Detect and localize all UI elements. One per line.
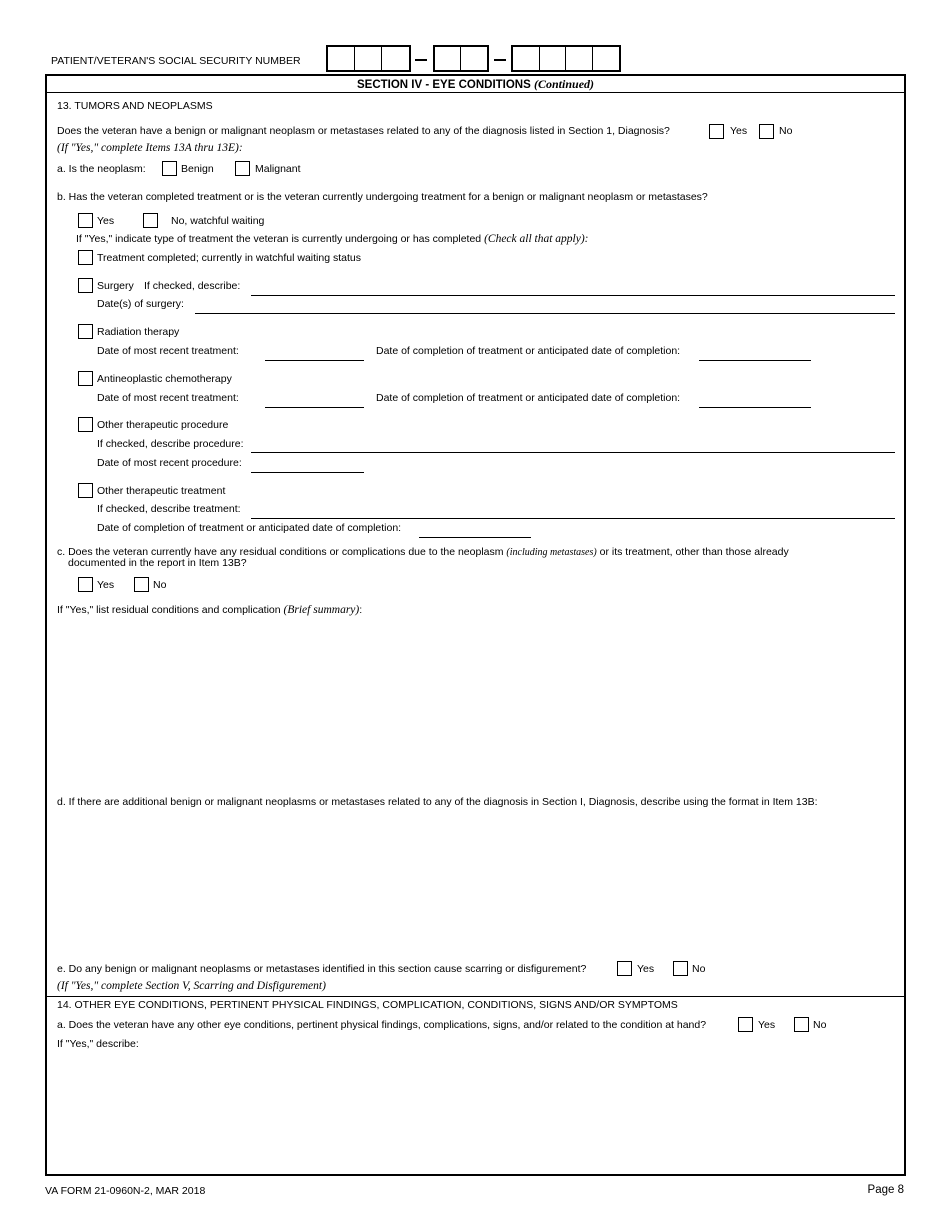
item13c-list-label: If "Yes," list residual conditions and complication (Brief summary):	[57, 604, 363, 616]
chemo-checkbox[interactable]	[78, 371, 93, 386]
other-treatment-describe-field[interactable]	[251, 518, 895, 519]
item14-divider	[47, 996, 904, 997]
item13c-yes-label: Yes	[97, 579, 115, 591]
item13-instruction: (If "Yes," complete Items 13A thru 13E):	[57, 142, 243, 154]
item13-yes-checkbox[interactable]	[709, 124, 724, 139]
surgery-describe-field[interactable]	[251, 295, 895, 296]
chemo-recent-label: Date of most recent treatment:	[97, 392, 239, 404]
item13c-question-line2: documented in the report in Item 13B?	[68, 557, 247, 569]
section-header	[47, 76, 904, 93]
item13b-instruction: If "Yes," indicate type of treatment the veteran is currently undergoing or has completed (Check all that apply):	[76, 233, 589, 245]
item13-no-checkbox[interactable]	[759, 124, 774, 139]
other-treatment-completion-label: Date of completion of treatment or anticipated date of completion:	[97, 522, 402, 534]
item13-yes-label: Yes	[730, 125, 748, 137]
item13e-yes-checkbox[interactable]	[617, 961, 632, 976]
item13-question: Does the veteran have a benign or malignant neoplasm or metastases related to any of the diagnosis listed in Section 1, Diagnosis?	[57, 125, 670, 137]
item14a-no-checkbox[interactable]	[794, 1017, 809, 1032]
section-title: SECTION IV - EYE CONDITIONS	[356, 79, 531, 91]
radiation-completion-label: Date of completion of treatment or anticipated date of completion:	[376, 345, 681, 357]
ssn-field-part2[interactable]	[433, 45, 489, 72]
chemo-completion-field[interactable]	[699, 407, 811, 408]
chemo-label: Antineoplastic chemotherapy	[97, 373, 232, 385]
radiation-recent-label: Date of most recent treatment:	[97, 345, 239, 357]
treatment-completed-checkbox[interactable]	[78, 250, 93, 265]
other-treatment-checkbox[interactable]	[78, 483, 93, 498]
item13e-question: e. Do any benign or malignant neoplasms or metastases identified in this section cause scarring or disfigurement?	[57, 963, 587, 975]
other-procedure-label: Other therapeutic procedure	[97, 419, 229, 431]
section-continued: (Continued)	[534, 77, 595, 91]
item13e-no-label: No	[692, 963, 706, 975]
item14a-no-label: No	[813, 1019, 827, 1031]
ssn-dash-1	[415, 59, 427, 61]
other-treatment-completion-field[interactable]	[419, 537, 531, 538]
item13a-benign-checkbox[interactable]	[162, 161, 177, 176]
item14a-description-area[interactable]	[57, 1054, 897, 1169]
item13b-yes-checkbox[interactable]	[78, 213, 93, 228]
item13d-description-area[interactable]	[57, 812, 897, 952]
item13e-no-checkbox[interactable]	[673, 961, 688, 976]
item13a-malignant-label: Malignant	[255, 163, 301, 175]
item13b-no-checkbox[interactable]	[143, 213, 158, 228]
radiation-completion-field[interactable]	[699, 360, 811, 361]
other-procedure-describe-label: If checked, describe procedure:	[97, 438, 244, 450]
surgery-label: Surgery	[97, 280, 134, 292]
ssn-field-part3[interactable]	[511, 45, 621, 72]
item14a-yes-checkbox[interactable]	[738, 1017, 753, 1032]
surgery-dates-field[interactable]	[195, 313, 895, 314]
radiation-recent-field[interactable]	[265, 360, 364, 361]
item14a-yes-label: Yes	[758, 1019, 776, 1031]
item13b-no-label: No, watchful waiting	[171, 215, 265, 227]
ssn-field-part1[interactable]	[326, 45, 411, 72]
item13-heading: 13. TUMORS AND NEOPLASMS	[57, 100, 213, 112]
item13d-question: d. If there are additional benign or malignant neoplasms or metastases related to any of the diagnosis in Section I, Diagnosis, describe using the format in Item 13B:	[57, 796, 818, 808]
ssn-label: PATIENT/VETERAN'S SOCIAL SECURITY NUMBER	[51, 55, 301, 67]
item13c-no-label: No	[153, 579, 167, 591]
item13a-question: a. Is the neoplasm:	[57, 163, 146, 175]
other-procedure-date-field[interactable]	[251, 472, 364, 473]
other-treatment-describe-label: If checked, describe treatment:	[97, 503, 241, 515]
item13c-question: c. Does the veteran currently have any residual conditions or complications due to the neoplasm (including metastases) or its treatment, other than those already	[57, 546, 789, 558]
item13c-yes-checkbox[interactable]	[78, 577, 93, 592]
chemo-completion-label: Date of completion of treatment or anticipated date of completion:	[376, 392, 681, 404]
treatment-completed-label: Treatment completed; currently in watchful waiting status	[97, 252, 361, 264]
other-procedure-date-label: Date of most recent procedure:	[97, 457, 242, 469]
item13b-question: b. Has the veteran completed treatment or is the veteran currently undergoing treatment for a benign or malignant neoplasm or metastases?	[57, 191, 708, 203]
page-number: Page 8	[867, 1184, 904, 1196]
item13-no-label: No	[779, 125, 793, 137]
ssn-dash-2	[494, 59, 506, 61]
item13c-summary-area[interactable]	[57, 620, 897, 788]
item13c-no-checkbox[interactable]	[134, 577, 149, 592]
other-procedure-checkbox[interactable]	[78, 417, 93, 432]
surgery-checkbox[interactable]	[78, 278, 93, 293]
item13e-instruction: (If "Yes," complete Section V, Scarring and Disfigurement)	[57, 980, 326, 992]
form-id: VA FORM 21-0960N-2, MAR 2018	[45, 1185, 206, 1197]
surgery-describe-label: If checked, describe:	[144, 280, 241, 292]
item13a-benign-label: Benign	[181, 163, 214, 175]
item14a-describe-label: If "Yes," describe:	[57, 1038, 139, 1050]
item13e-yes-label: Yes	[637, 963, 655, 975]
item14a-question: a. Does the veteran have any other eye conditions, pertinent physical findings, complications, signs, and/or related to the condition at hand?	[57, 1019, 707, 1031]
item13a-malignant-checkbox[interactable]	[235, 161, 250, 176]
other-procedure-describe-field[interactable]	[251, 452, 895, 453]
radiation-label: Radiation therapy	[97, 326, 180, 338]
item13b-yes-label: Yes	[97, 215, 115, 227]
other-treatment-label: Other therapeutic treatment	[97, 485, 226, 497]
surgery-dates-label: Date(s) of surgery:	[97, 298, 184, 310]
radiation-checkbox[interactable]	[78, 324, 93, 339]
item14-heading: 14. OTHER EYE CONDITIONS, PERTINENT PHYSICAL FINDINGS, COMPLICATION, CONDITIONS, SIGNS AND/OR SYMPTOMS	[57, 999, 678, 1011]
chemo-recent-field[interactable]	[265, 407, 364, 408]
